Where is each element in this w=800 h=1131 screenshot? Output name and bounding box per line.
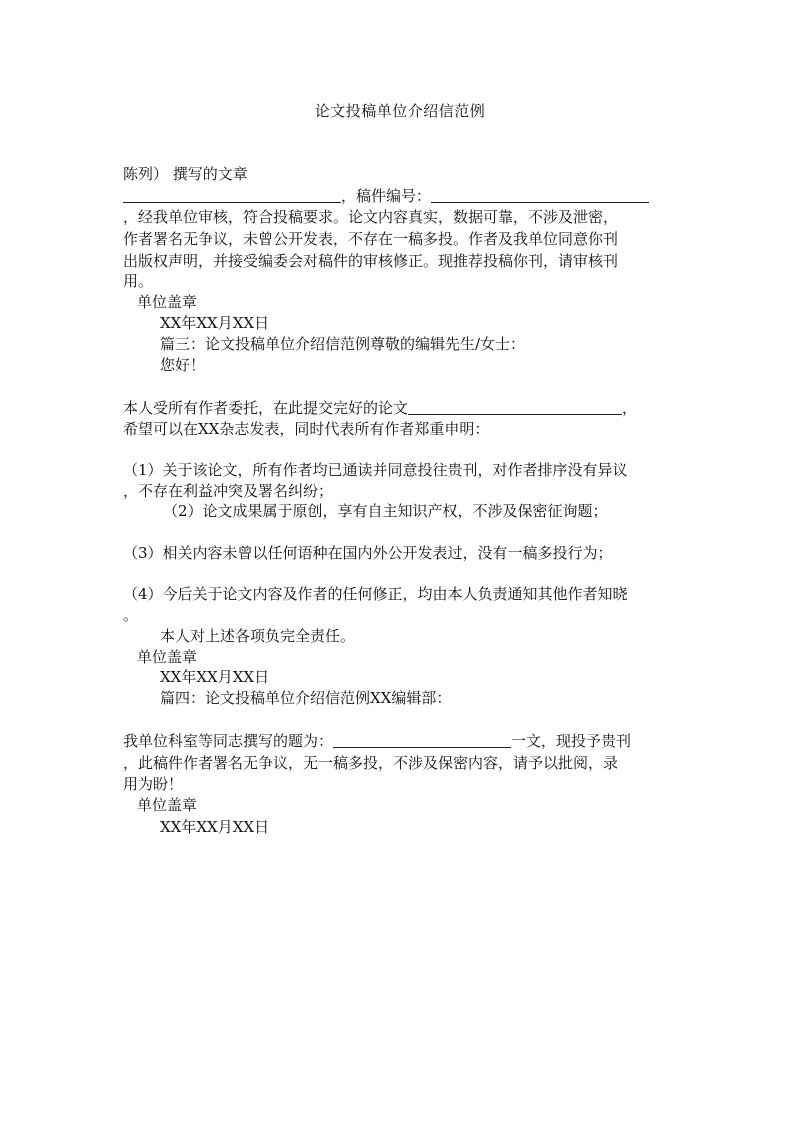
paragraph-line: 用为盼！ bbox=[123, 775, 184, 793]
blank-underline bbox=[431, 186, 649, 203]
seal-label: 单位盖章 bbox=[137, 796, 198, 814]
list-item: （2）论文成果属于原创，享有自主知识产权，不涉及保密征询题； bbox=[163, 502, 608, 520]
paragraph-line: 陈列） 撰写的文章 bbox=[123, 165, 248, 183]
text-fragment: 我单位科室等同志撰写的题为： bbox=[123, 732, 334, 750]
title-number-line bbox=[123, 185, 649, 207]
paragraph-line bbox=[123, 397, 637, 419]
list-item-continuation: ，不存在利益冲突及署名纠纷； bbox=[123, 482, 334, 500]
list-item: （3）相关内容未曾以任何语种在国内外公开发表过，没有一稿多投行为； bbox=[123, 544, 613, 562]
seal-label: 单位盖章 bbox=[137, 648, 198, 666]
paragraph-line: 出版权声明，并接受编委会对稿件的审核修正。现推荐投稿你刊，请审核刊 bbox=[123, 252, 619, 270]
paragraph-line: 用。 bbox=[123, 272, 154, 290]
document-title: 论文投稿单位介绍信范例 bbox=[314, 102, 486, 120]
list-item: （4）今后关于论文内容及作者的任何修正，均由本人负责通知其他作者知晓 bbox=[123, 585, 628, 603]
text-fragment: 本人受所有作者委托，在此提交完好的论文 bbox=[123, 399, 409, 417]
blank-underline bbox=[123, 186, 341, 203]
list-item: （1）关于该论文，所有作者均已通读并同意投往贵刊，对作者排序没有异议 bbox=[123, 461, 628, 479]
greeting: 您好！ bbox=[160, 356, 206, 374]
text-fragment: 一文，现投予贵刊 bbox=[511, 732, 632, 750]
blank-underline bbox=[408, 398, 622, 415]
date-line: XX年XX月XX日 bbox=[160, 668, 270, 686]
text-fragment: ， bbox=[622, 399, 638, 417]
date-line: XX年XX月XX日 bbox=[160, 314, 270, 332]
paragraph-line: ，此稿件作者署名无争议，无一稿多投，不涉及保密内容，请予以批阅，录 bbox=[123, 754, 619, 772]
date-line: XX年XX月XX日 bbox=[160, 818, 270, 836]
paragraph-line bbox=[123, 730, 631, 752]
paragraph-line: 希望可以在XX杂志发表，同时代表所有作者郑重申明： bbox=[123, 420, 490, 438]
paragraph-line: 作者署名无争议，未曾公开发表，不存在一稿多投。作者及我单位同意你刊 bbox=[123, 230, 619, 248]
section-heading: 篇四：论文投稿单位介绍信范例XX编辑部： bbox=[160, 689, 452, 707]
blank-underline bbox=[333, 731, 511, 748]
list-item-continuation: 。 bbox=[123, 606, 139, 624]
seal-label: 单位盖章 bbox=[137, 293, 198, 311]
responsibility-statement: 本人对上述各项负完全责任。 bbox=[160, 627, 356, 645]
text-fragment: ，稿件编号： bbox=[341, 187, 432, 205]
paragraph-line: ，经我单位审核，符合投稿要求。论文内容真实，数据可靠，不涉及泄密， bbox=[123, 208, 619, 226]
section-heading: 篇三：论文投稿单位介绍信范例尊敬的编辑先生/女士： bbox=[160, 335, 526, 353]
